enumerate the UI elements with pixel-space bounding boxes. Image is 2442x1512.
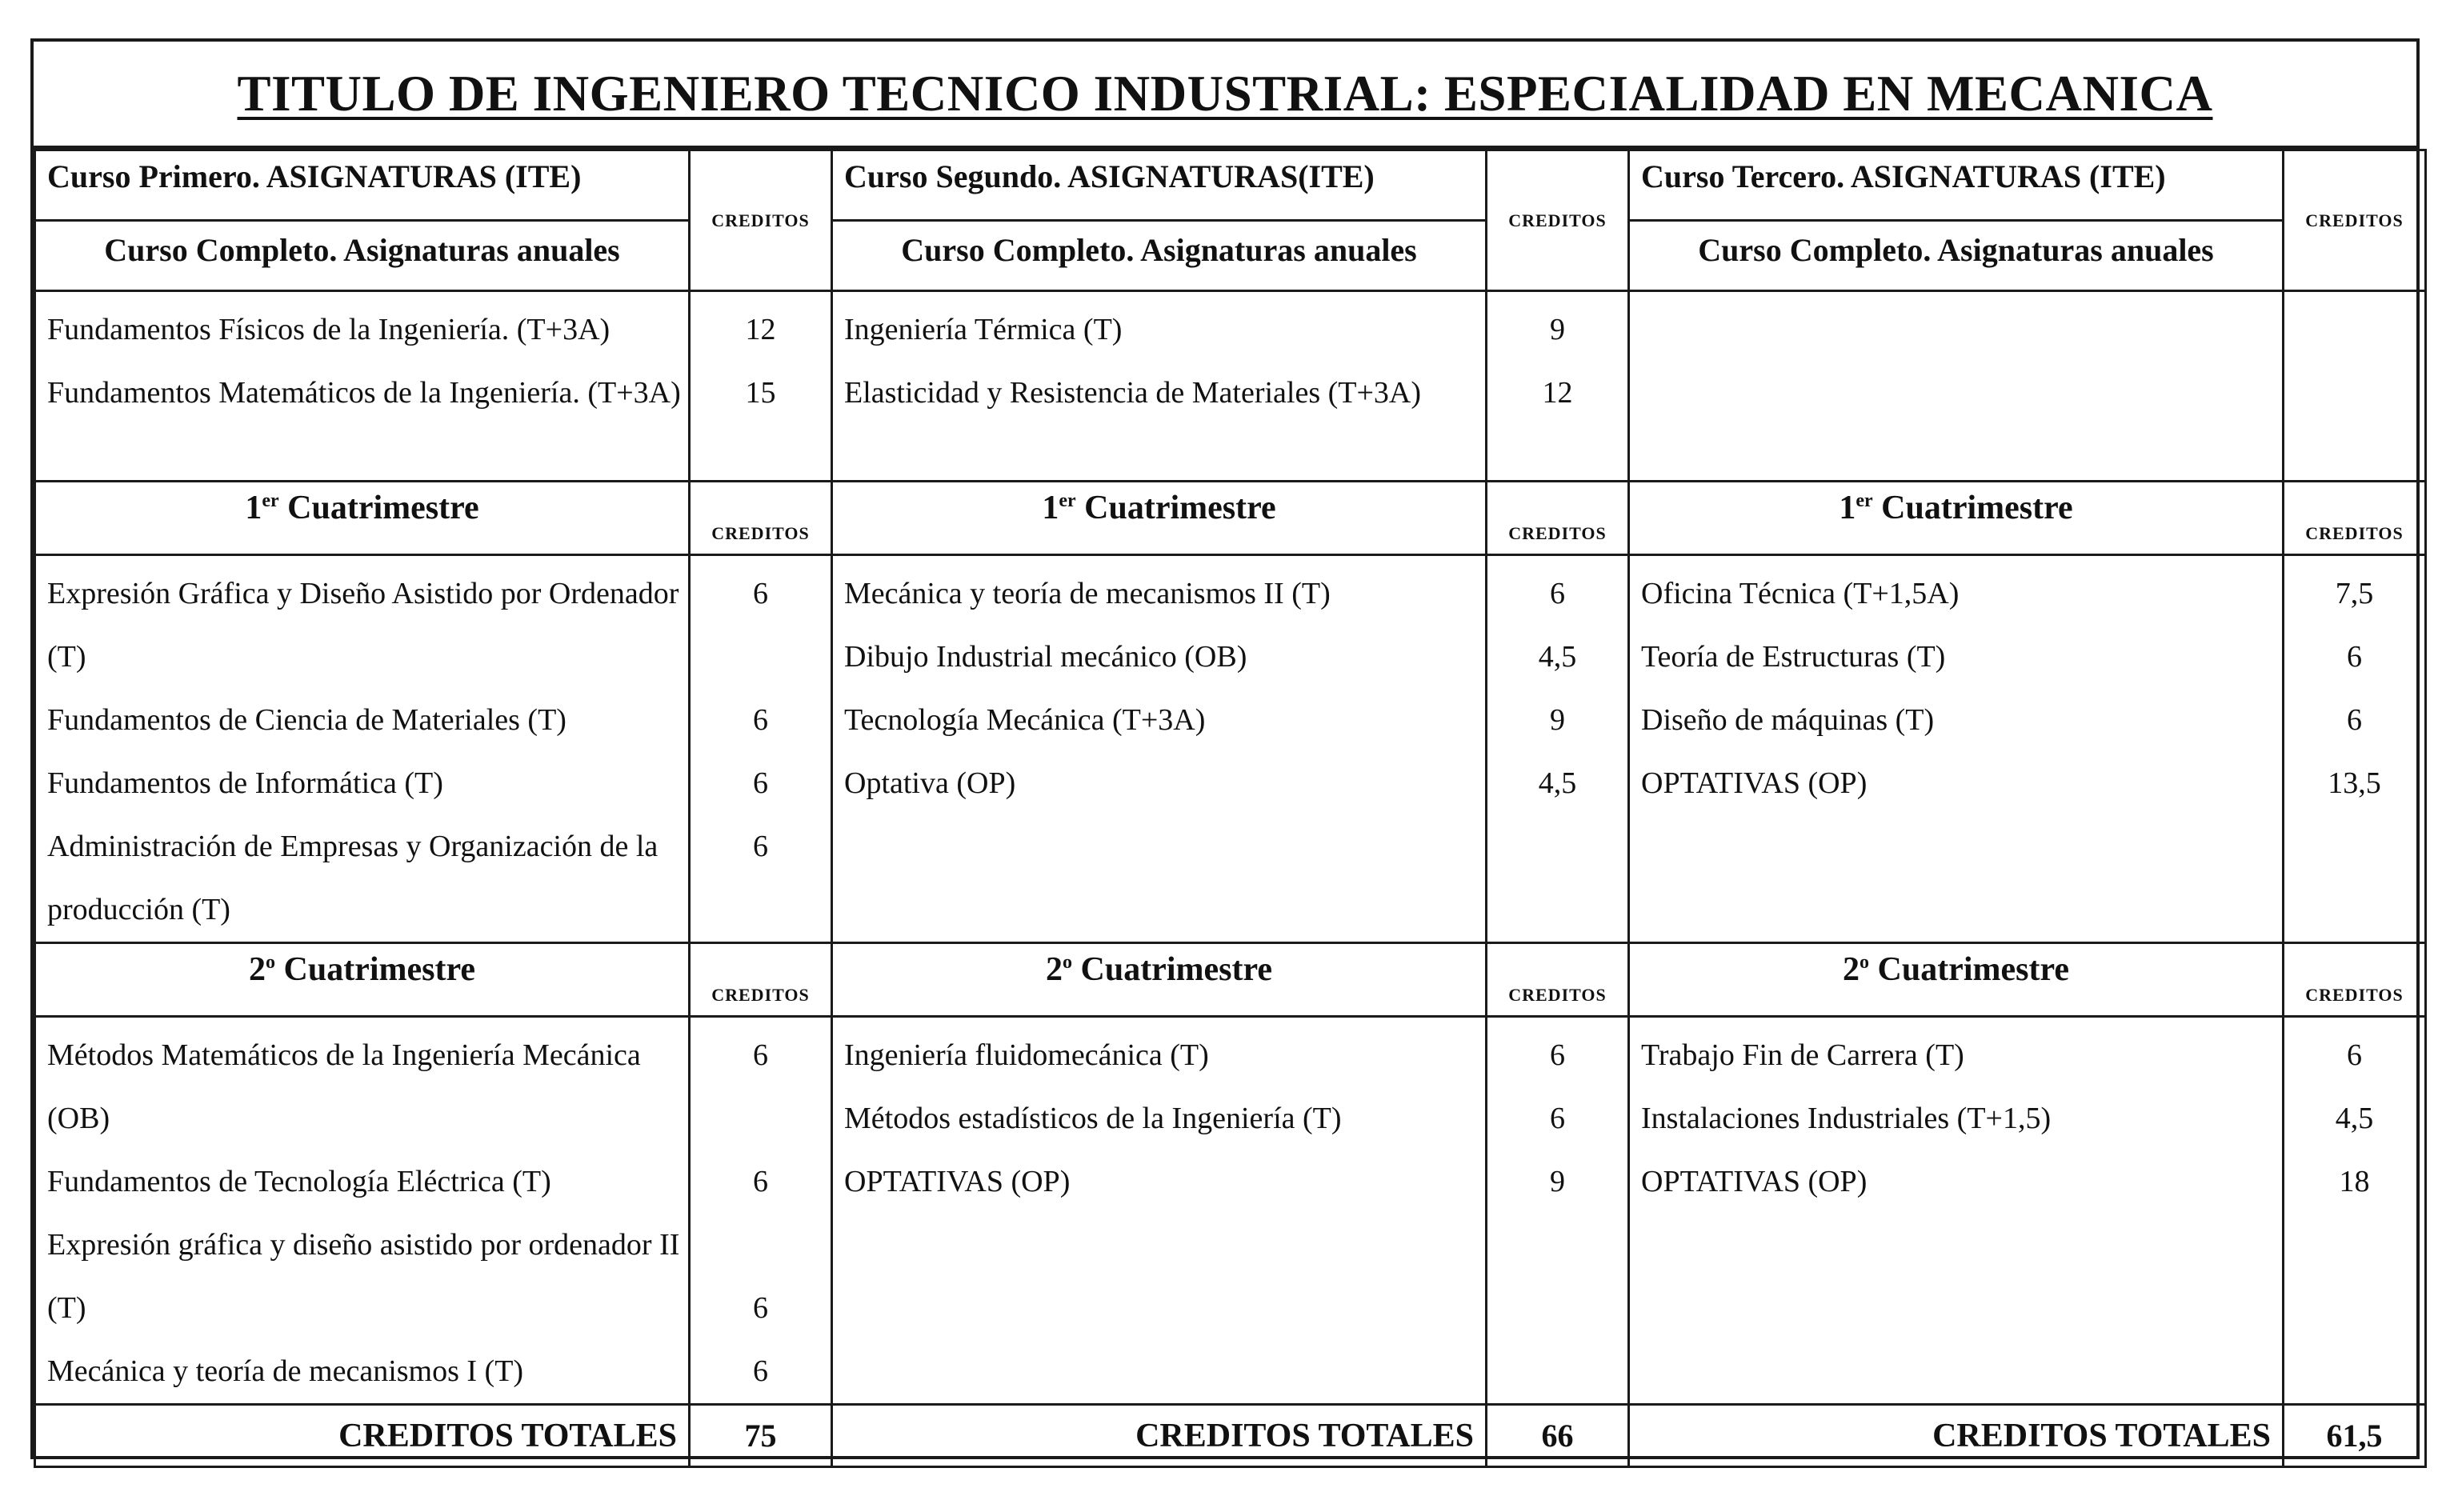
subject-name: Fundamentos de Tecnología Eléctrica (T) [47, 1165, 551, 1198]
semester-ordinal: o [1860, 952, 1869, 973]
semester-label: Cuatrimestre [1080, 951, 1272, 988]
subject-name: Tecnología Mecánica (T+3A) [844, 703, 1206, 737]
annual-header: Curso Completo. Asignaturas anuales [832, 221, 1487, 291]
credits-column-header: CREDITOS [2284, 150, 2426, 291]
credit-list [2284, 1017, 2426, 1405]
semester-header [1629, 943, 2284, 1017]
credits-column-header: CREDITOS [1487, 482, 1629, 555]
subject-list-empty [1629, 291, 2284, 482]
subject-credits: 6 [753, 577, 768, 610]
annual-subjects-row [35, 291, 2426, 482]
course-header-row [35, 150, 2426, 221]
subject-credits: 4,5 [1538, 640, 1577, 674]
subject-name: OPTATIVAS (OP) [1641, 1165, 1868, 1198]
totals-row [35, 1405, 2426, 1467]
credit-list [690, 291, 832, 482]
course-header [832, 150, 1487, 221]
subject-credits: 9 [1550, 703, 1565, 737]
subject-credits: 15 [745, 376, 776, 410]
semester-ordinal: er [262, 490, 279, 511]
subject-name: OPTATIVAS (OP) [844, 1165, 1071, 1198]
semester-number: 1 [245, 490, 262, 526]
subject-credits: 6 [753, 1165, 768, 1198]
subject-credits: 7,5 [2335, 577, 2374, 610]
semester-ordinal: er [1059, 490, 1076, 511]
totals-label: CREDITOS TOTALES [832, 1405, 1487, 1467]
semester-ordinal: o [1063, 952, 1072, 973]
course-header [1629, 150, 2284, 221]
credits-column-header: CREDITOS [2284, 482, 2426, 555]
subject-list [35, 291, 690, 482]
subject-name: Oficina Técnica (T+1,5A) [1641, 577, 1960, 610]
totals-value: 61,5 [2284, 1405, 2426, 1467]
subject-name: Fundamentos de Informática (T) [47, 766, 443, 800]
annual-header-row [35, 221, 2426, 291]
credits-column-header: CREDITOS [690, 150, 832, 291]
subject-credits: 13,5 [2328, 766, 2381, 800]
subject-credits: 12 [745, 313, 776, 346]
credits-column-header: CREDITOS [1487, 943, 1629, 1017]
credit-list [2284, 555, 2426, 943]
subject-name: Mecánica y teoría de mecanismos I (T) [47, 1354, 524, 1388]
subject-name: Diseño de máquinas (T) [1641, 703, 1935, 737]
title-row [34, 42, 2416, 149]
credit-list [690, 1017, 832, 1405]
semester-header [832, 482, 1487, 555]
semester-header [35, 943, 690, 1017]
semester2-header-row [35, 943, 2426, 1017]
semester-label: Cuatrimestre [1881, 490, 2073, 526]
semester-label: Cuatrimestre [287, 490, 479, 526]
credits-column-header: CREDITOS [690, 943, 832, 1017]
semester-label: Cuatrimestre [1877, 951, 2069, 988]
totals-value: 66 [1487, 1405, 1629, 1467]
annual-header: Curso Completo. Asignaturas anuales [1629, 221, 2284, 291]
credit-list-empty [2284, 291, 2426, 482]
curriculum-table [34, 149, 2427, 1468]
semester-number: 2 [249, 951, 266, 988]
subject-name: Mecánica y teoría de mecanismos II (T) [844, 577, 1331, 610]
subject-name: Expresión Gráfica y Diseño Asistido por Ordenador (T) [47, 577, 679, 674]
subject-name: Ingeniería fluidomecánica (T) [844, 1038, 1209, 1072]
subject-list [832, 291, 1487, 482]
subject-name: Trabajo Fin de Carrera (T) [1641, 1038, 1964, 1072]
semester-label: Cuatrimestre [283, 951, 475, 988]
subject-list [832, 555, 1487, 943]
semester-ordinal: o [266, 952, 275, 973]
subject-name: Métodos Matemáticos de la Ingeniería Mecánica (OB) [47, 1038, 641, 1135]
subject-credits: 4,5 [1538, 766, 1577, 800]
subject-credits: 18 [2339, 1165, 2370, 1198]
subject-name: Administración de Empresas y Organización de la producción (T) [47, 830, 659, 926]
semester1-subjects-row [35, 555, 2426, 943]
subject-credits: 6 [753, 1291, 768, 1325]
subject-name: Métodos estadísticos de la Ingeniería (T) [844, 1102, 1342, 1135]
subject-name: Dibujo Industrial mecánico (OB) [844, 640, 1247, 674]
course-header-text: Curso Primero. ASIGNATURAS (ITE) [47, 158, 582, 194]
subject-credits: 6 [1550, 1102, 1565, 1135]
totals-label: CREDITOS TOTALES [35, 1405, 690, 1467]
credit-list [1487, 555, 1629, 943]
subject-list [35, 1017, 690, 1405]
semester-header [35, 482, 690, 555]
semester1-header-row [35, 482, 2426, 555]
annual-header: Curso Completo. Asignaturas anuales [35, 221, 690, 291]
credit-list [1487, 291, 1629, 482]
totals-label: CREDITOS TOTALES [1629, 1405, 2284, 1467]
credits-column-header: CREDITOS [2284, 943, 2426, 1017]
subject-list [1629, 555, 2284, 943]
semester-ordinal: er [1856, 490, 1873, 511]
subject-name: Fundamentos de Ciencia de Materiales (T) [47, 703, 566, 737]
totals-value: 75 [690, 1405, 832, 1467]
subject-credits: 6 [2347, 703, 2362, 737]
semester-number: 2 [1843, 951, 1860, 988]
semester-number: 1 [1042, 490, 1059, 526]
subject-name: Fundamentos Matemáticos de la Ingeniería. (T+3A) [47, 376, 681, 410]
credit-list [1487, 1017, 1629, 1405]
subject-credits: 6 [753, 1354, 768, 1388]
subject-name: Elasticidad y Resistencia de Materiales (T+3A) [844, 376, 1422, 410]
subject-credits: 6 [1550, 577, 1565, 610]
semester-header [1629, 482, 2284, 555]
curriculum-sheet [30, 38, 2420, 1459]
credits-column-header: CREDITOS [690, 482, 832, 555]
subject-list [35, 555, 690, 943]
semester-number: 2 [1046, 951, 1063, 988]
subject-name: Expresión gráfica y diseño asistido por ordenador II (T) [47, 1228, 680, 1325]
subject-credits: 6 [1550, 1038, 1565, 1072]
subject-name: OPTATIVAS (OP) [1641, 766, 1868, 800]
semester-number: 1 [1839, 490, 1856, 526]
subject-name: Optativa (OP) [844, 766, 1016, 800]
subject-name: Instalaciones Industriales (T+1,5) [1641, 1102, 2052, 1135]
semester-label: Cuatrimestre [1084, 490, 1276, 526]
subject-credits: 6 [753, 766, 768, 800]
subject-name: Teoría de Estructuras (T) [1641, 640, 1946, 674]
subject-list [832, 1017, 1487, 1405]
subject-name: Fundamentos Físicos de la Ingeniería. (T+3A) [47, 313, 610, 346]
course-header [35, 150, 690, 221]
subject-credits: 6 [753, 1038, 768, 1072]
semester2-subjects-row [35, 1017, 2426, 1405]
subject-credits: 12 [1542, 376, 1573, 410]
subject-credits: 6 [2347, 640, 2362, 674]
page-title: TITULO DE INGENIERO TECNICO INDUSTRIAL: ESPECIALIDAD EN MECANICA [237, 65, 2213, 122]
subject-credits: 6 [2347, 1038, 2362, 1072]
subject-credits: 9 [1550, 313, 1565, 346]
credit-list [690, 555, 832, 943]
subject-name: Ingeniería Térmica (T) [844, 313, 1123, 346]
course-header-text: Curso Segundo. ASIGNATURAS(ITE) [844, 158, 1375, 194]
subject-credits: 6 [753, 830, 768, 863]
subject-credits: 9 [1550, 1165, 1565, 1198]
subject-credits: 6 [753, 703, 768, 737]
subject-credits: 4,5 [2335, 1102, 2374, 1135]
subject-list [1629, 1017, 2284, 1405]
course-header-text: Curso Tercero. ASIGNATURAS (ITE) [1641, 158, 2166, 194]
semester-header [832, 943, 1487, 1017]
credits-column-header: CREDITOS [1487, 150, 1629, 291]
